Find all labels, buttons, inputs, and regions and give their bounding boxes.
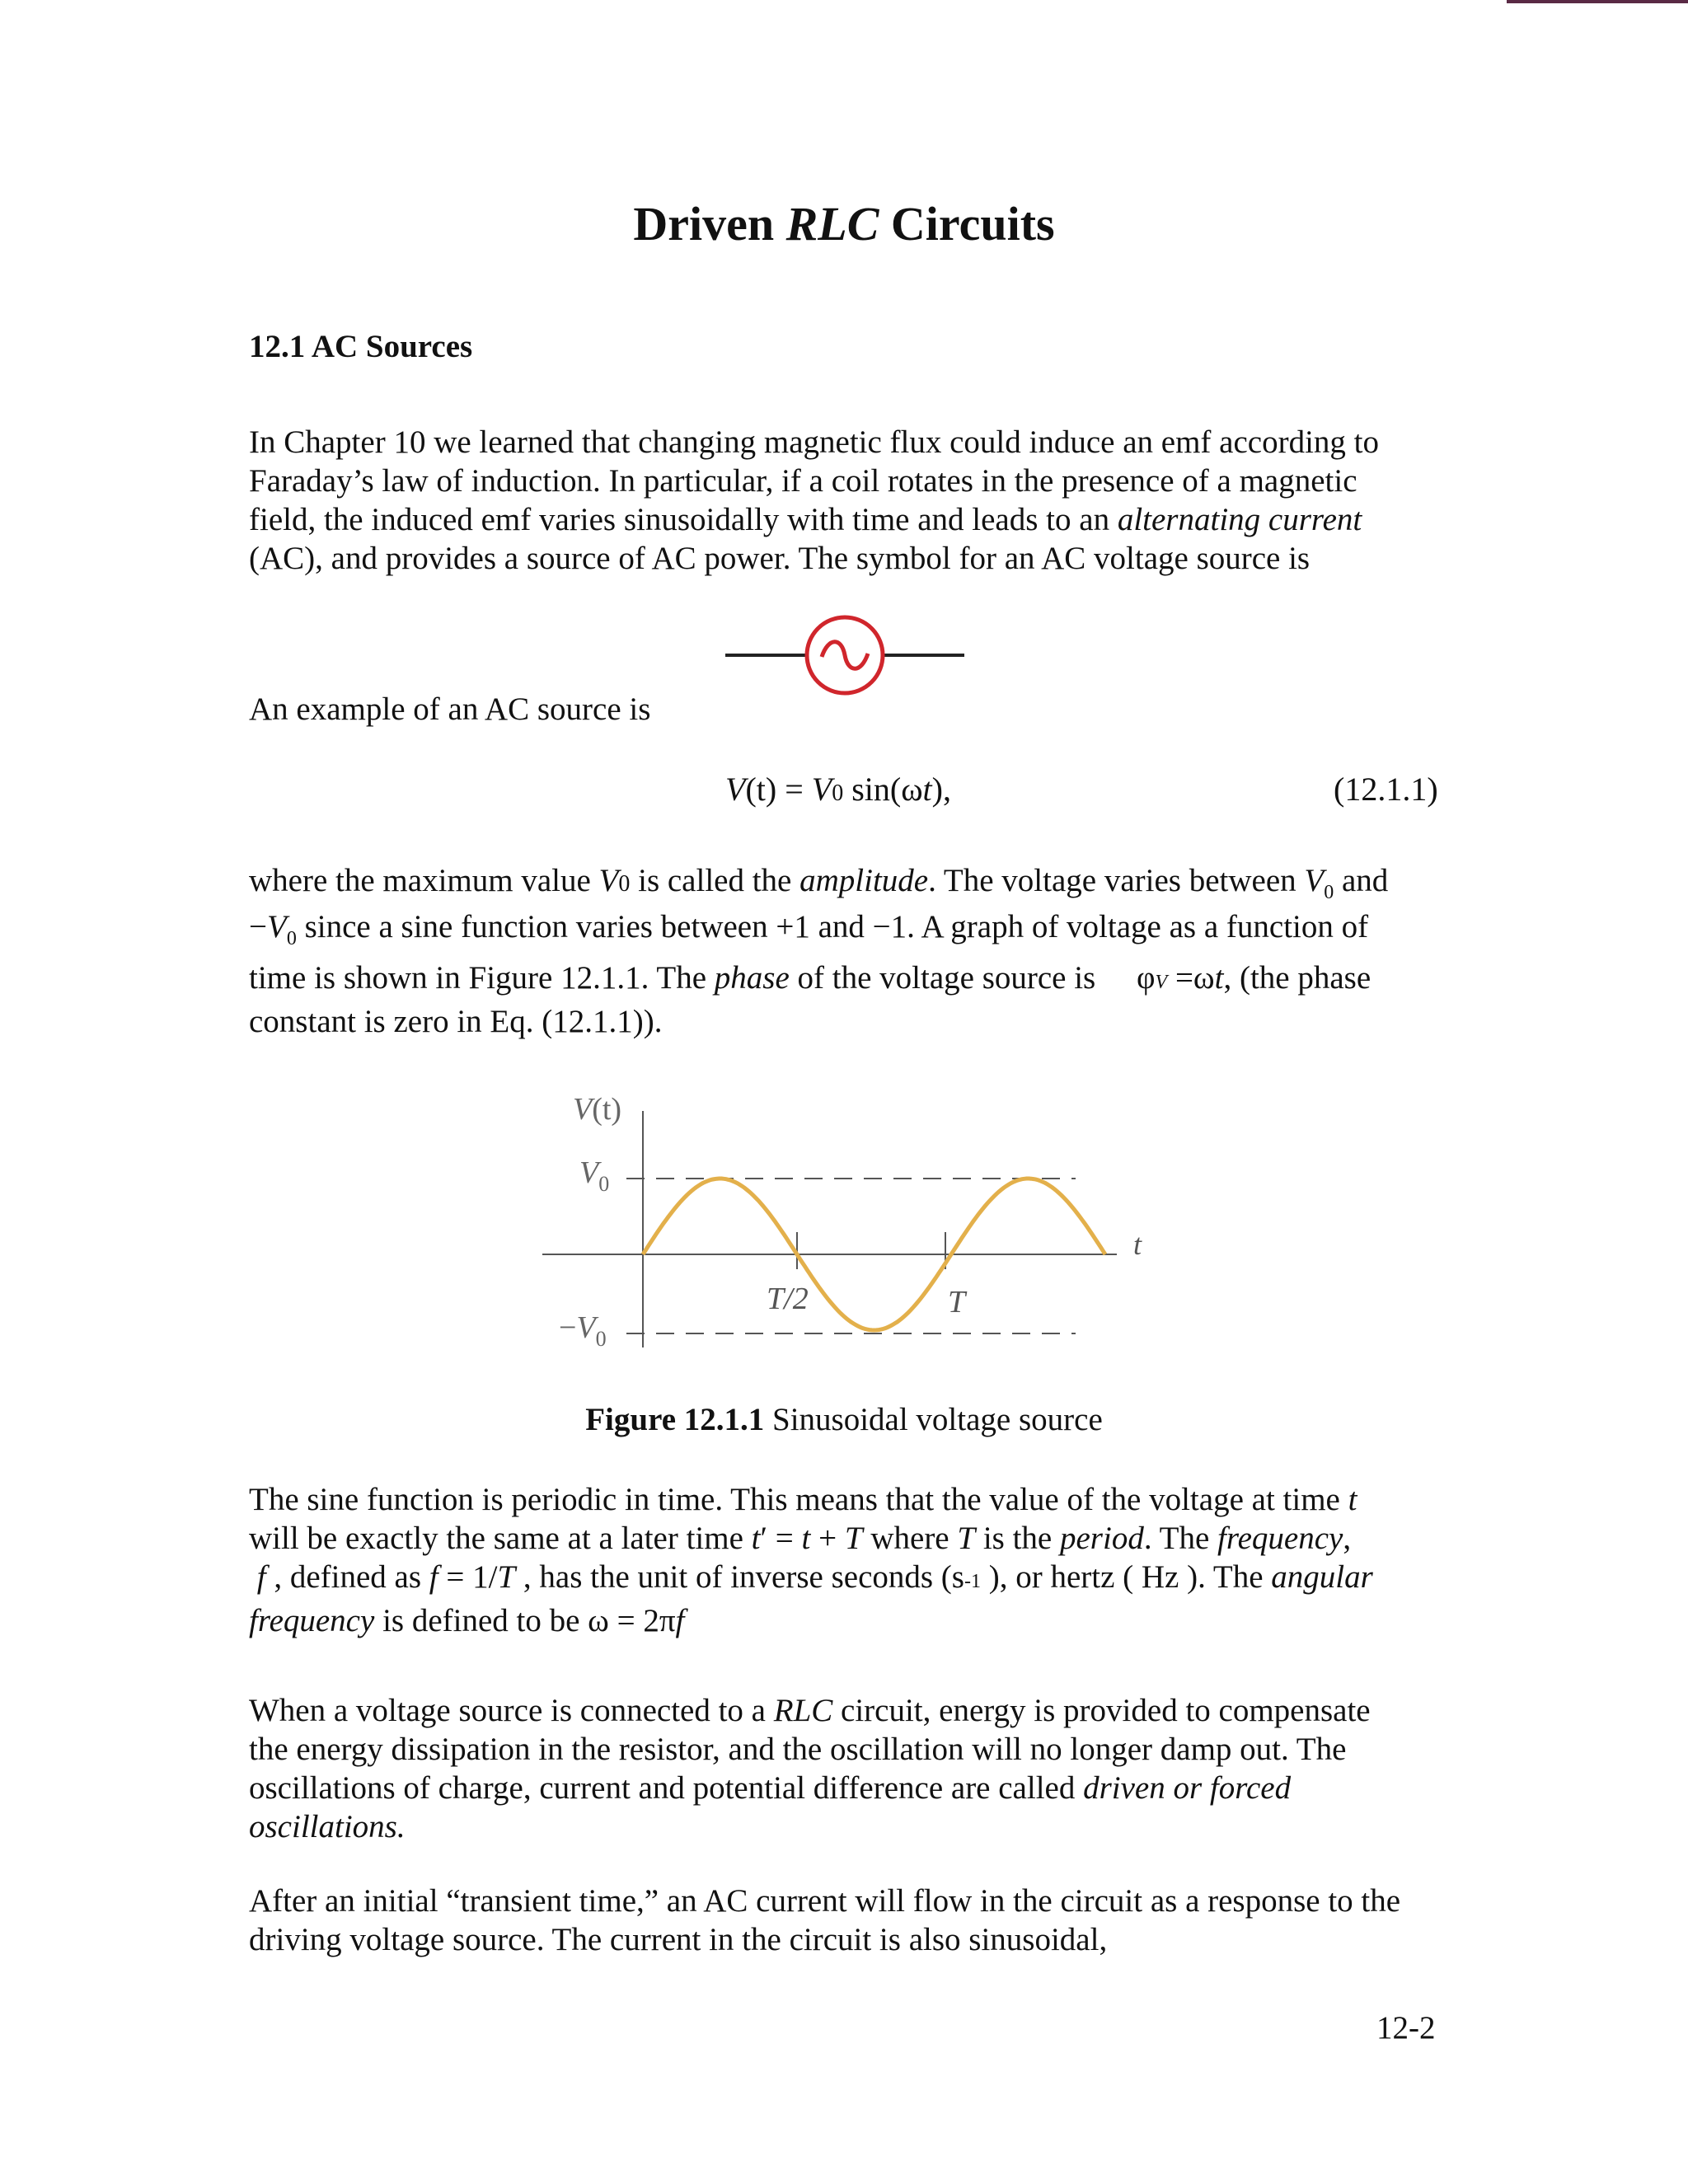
- sinusoid-graph: [528, 1088, 1170, 1360]
- figure-caption: Figure 12.1.1 Sinusoidal voltage source: [585, 1402, 1103, 1437]
- equation-number: (12.1.1): [1334, 771, 1438, 808]
- graph-y-label: V(t): [573, 1092, 622, 1127]
- graph-period-label: T: [948, 1285, 966, 1319]
- equation-12-1-1: V(t) = V0 sin(ωt),: [725, 771, 951, 808]
- paragraph-periodic: The sine function is periodic in time. This means that the value of the voltage at time t will be exactly the same at a later time t′ = t + T where T is the period. The frequency, f , defined as f = 1/T , has the unit of inverse seconds (s-1 ), or hertz ( Hz ). The angular frequency is defined to be ω = 2πf: [249, 1482, 1373, 1638]
- top-corner-bar: [1507, 0, 1688, 3]
- page-number: 12-2: [1376, 2010, 1436, 2046]
- graph-v0-label: $V_0$: [579, 1155, 610, 1196]
- section-heading: 12.1 AC Sources: [249, 329, 473, 364]
- paragraph-amplitude: where the maximum value V0 is called the amplitude. The voltage varies between $V_0$ and $-V_0$ since a sine function varies between +1 and −1. A graph of voltage as a function of time is shown in Figure 12.1.1. The phase of the voltage source is φV =ωt, (the phase constant is zero in Eq. (12.1.1)).: [249, 863, 1389, 1039]
- ac-tilde-icon: [822, 642, 868, 669]
- graph-neg-v0-label: $-V_0$: [559, 1310, 607, 1351]
- page-title: Driven RLC Circuits: [633, 197, 1055, 251]
- paragraph-transient: After an initial “transient time,” an AC current will flow in the circuit as a response to the driving voltage source. The current in the circuit is also sinusoidal,: [249, 1883, 1401, 1957]
- example-line: An example of an AC source is: [249, 691, 651, 727]
- paragraph-intro: In Chapter 10 we learned that changing magnetic flux could induce an emf according to Faraday’s law of induction. In particular, if a coil rotates in the presence of a magnetic field, the induced emf varies sinusoidally with time and leads to an alternating current (AC), and provides a source of AC power. The symbol for an AC voltage source is: [249, 424, 1379, 576]
- paragraph-driven: When a voltage source is connected to a RLC circuit, energy is provided to compensate the energy dissipation in the resistor, and the oscillation will no longer damp out. The oscillations of charge, current and potential difference are called driven or forced oscillations.: [249, 1693, 1371, 1844]
- graph-t-label: t: [1133, 1228, 1142, 1261]
- graph-half-period-label: T/2: [767, 1282, 809, 1316]
